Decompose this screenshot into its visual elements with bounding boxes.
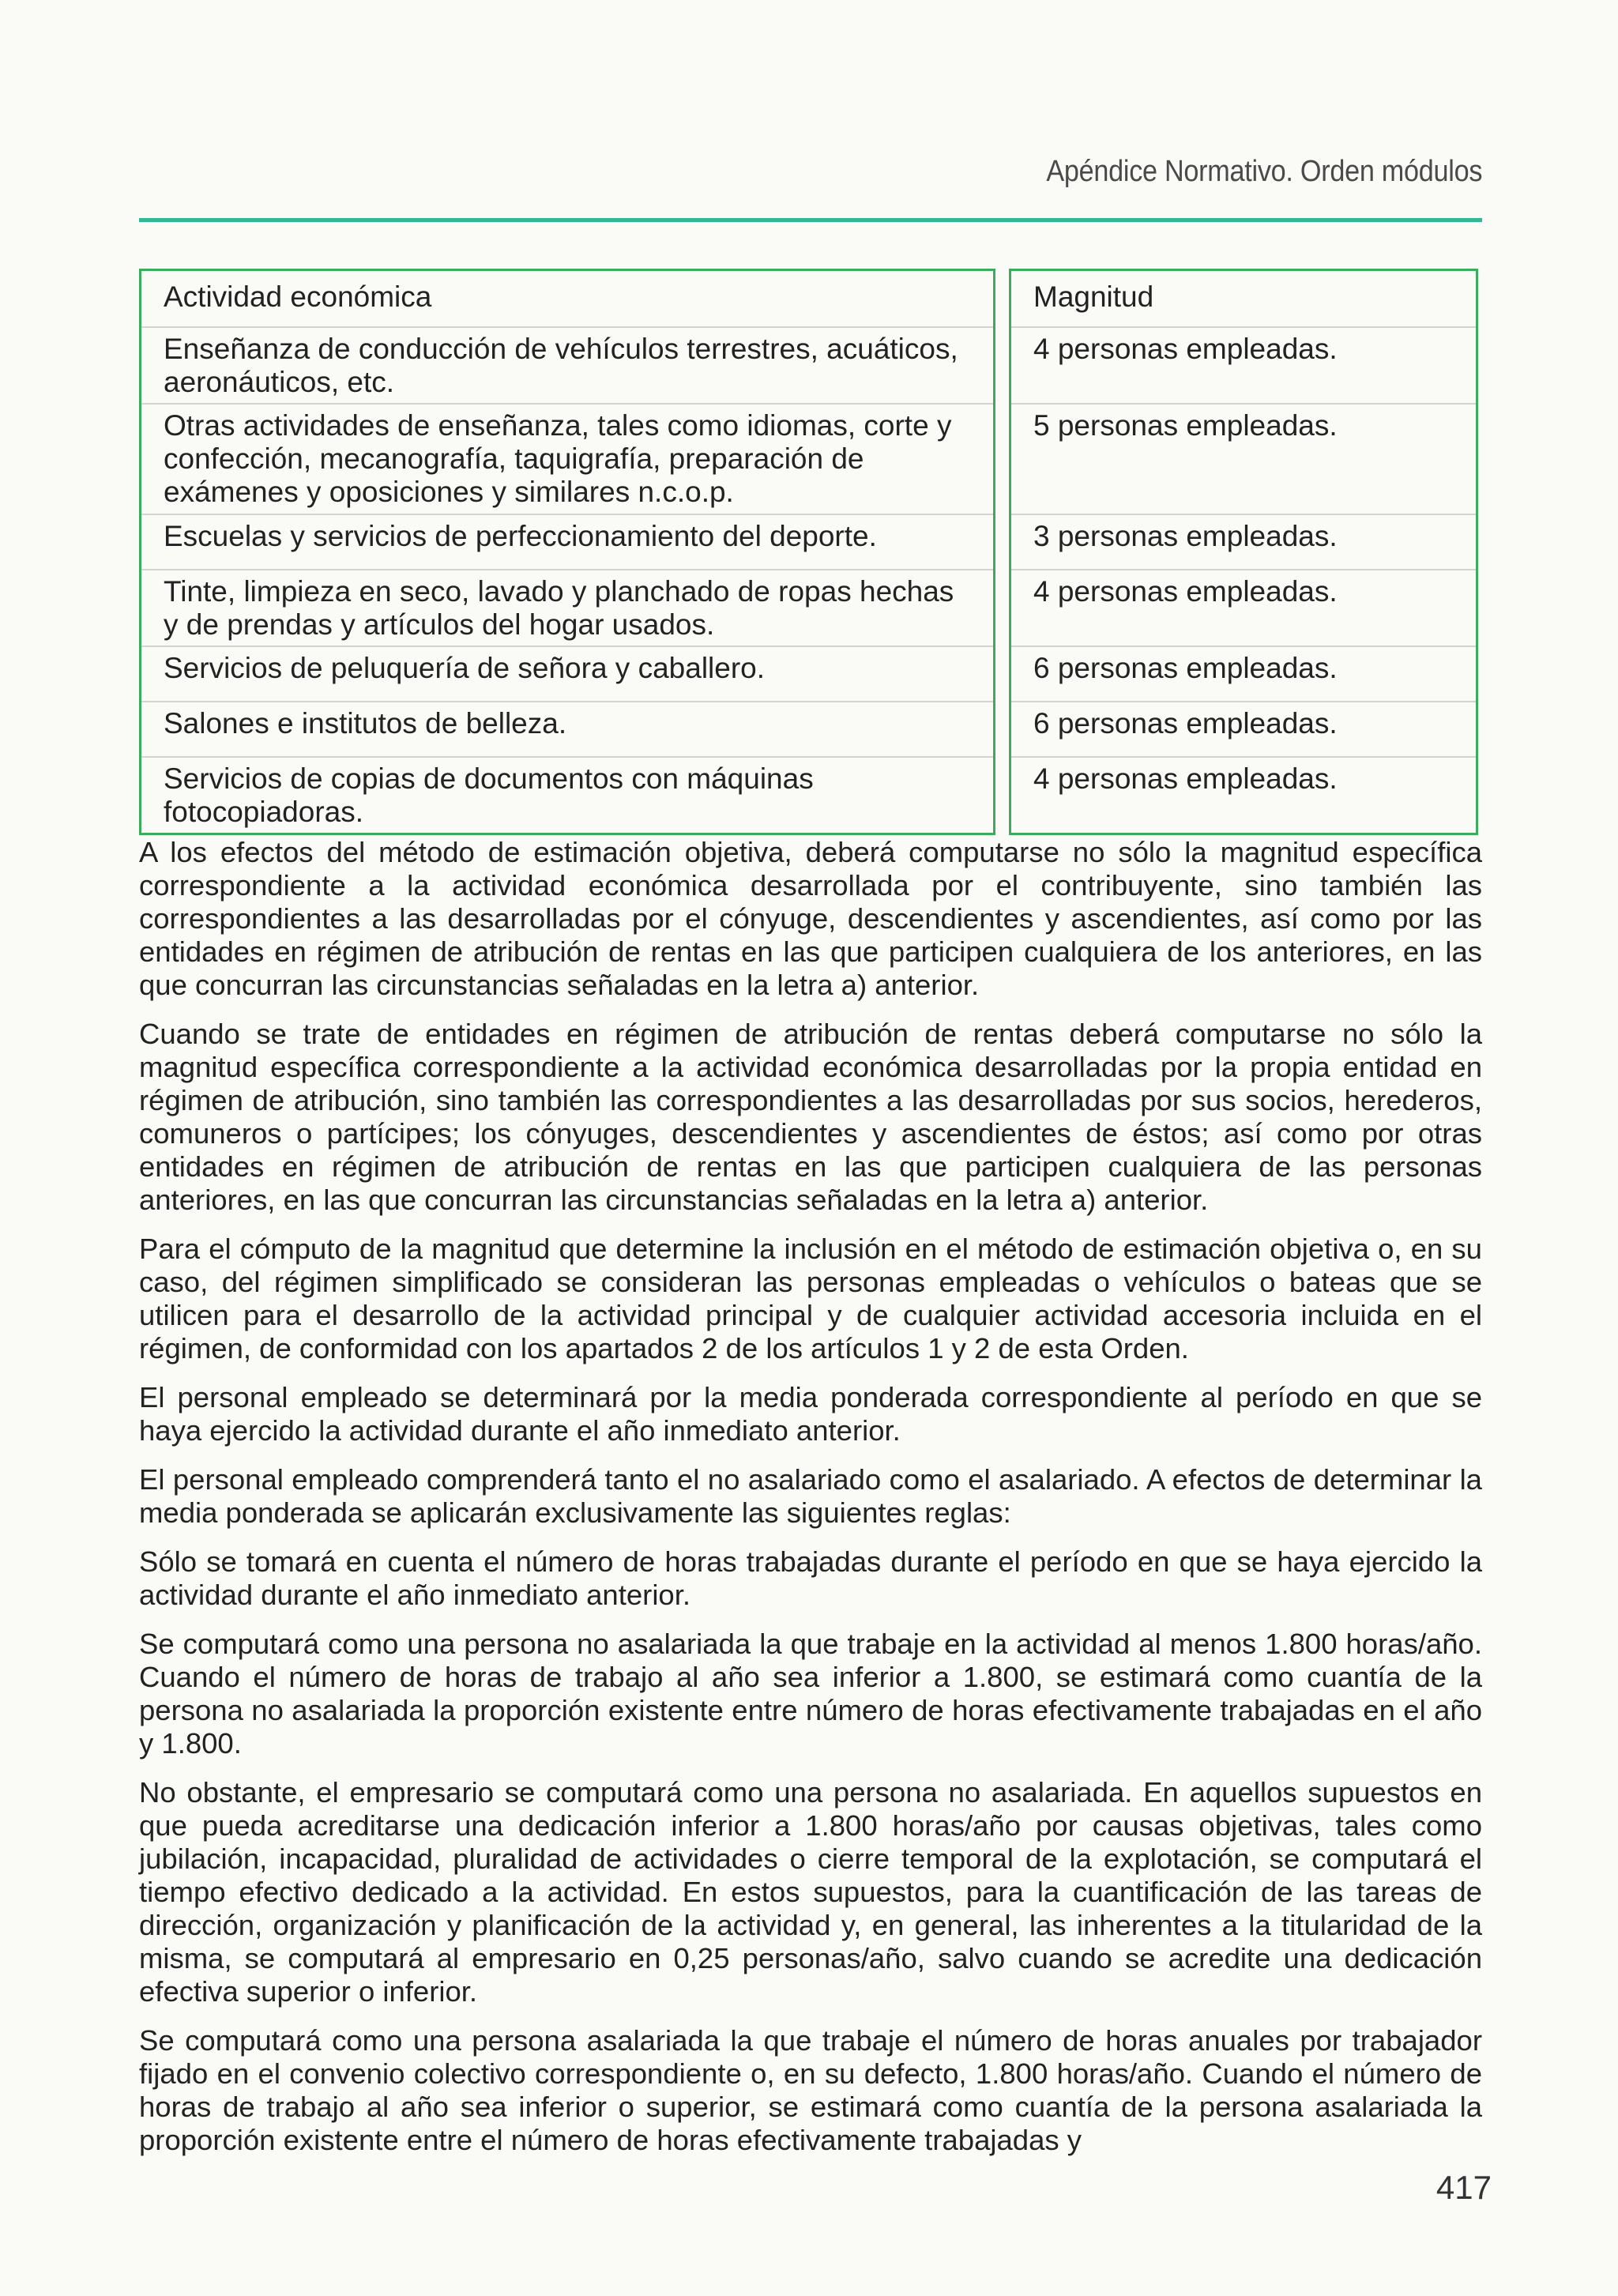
table-cell-magnitud: 4 personas empleadas. — [1011, 569, 1476, 646]
paragraph: Sólo se tomará en cuenta el número de horas trabajadas durante el período en que se haya ejercido la actividad durante el año inmediato anterior. — [139, 1545, 1482, 1611]
table-cell-actividad: Servicios de peluquería de señora y caballero. — [141, 646, 993, 701]
paragraph: No obstante, el empresario se computará como una persona no asalariada. En aquellos supuestos en que pueda acreditarse una dedicación inferior a 1.800 horas/año por causas objetivas, tales como jubilación, incapacidad, pluralidad de actividades o cierre temporal de la explotación, se computará el tiempo efectivo dedicado a la actividad. En estos supuestos, para la cuantificación de las tareas de dirección, organización y planificación de la actividad y, en general, las inherentes a la titularidad de la misma, se computará al empresario en 0,25 personas/año, salvo cuando se acredite una dedicación efectiva superior o inferior. — [139, 1776, 1482, 2008]
table-cell-magnitud: 3 personas empleadas. — [1011, 514, 1476, 569]
body-text — [139, 836, 1482, 2173]
table-cell-actividad: Tinte, limpieza en seco, lavado y planchado de ropas hechas y de prendas y artículos del hogar usados. — [141, 569, 993, 646]
page-number: 417 — [1436, 2169, 1492, 2206]
table-header-magnitud: Magnitud — [1033, 280, 1154, 313]
table-column-actividad — [139, 269, 995, 835]
table-cell-actividad: Otras actividades de enseñanza, tales como idiomas, corte y confección, mecanografía, taquigrafía, preparación de exámenes y oposiciones y similares n.c.o.p. — [141, 403, 993, 514]
table-cell-actividad: Servicios de copias de documentos con máquinas fotocopiadoras. — [141, 756, 993, 833]
table-cell-actividad: Escuelas y servicios de perfeccionamiento del deporte. — [141, 514, 993, 569]
table-column-magnitud — [1009, 269, 1478, 835]
table-cell-magnitud: 4 personas empleadas. — [1011, 756, 1476, 833]
table-cell-magnitud: 6 personas empleadas. — [1011, 701, 1476, 756]
paragraph: Cuando se trate de entidades en régimen de atribución de rentas deberá computarse no sólo la magnitud específica correspondiente a la actividad económica desarrolladas por la propia entidad en régimen de atribución, sino también las correspondientes a las desarrolladas por sus socios, herederos, comuneros o partícipes; los cónyuges, descendientes y ascendientes de éstos; así como por otras entidades en régimen de atribución de rentas en las que participen cualquiera de las personas anteriores, en las que concurran las circunstancias señaladas en la letra a) anterior. — [139, 1018, 1482, 1216]
table-cell-actividad: Enseñanza de conducción de vehículos terrestres, acuáticos, aeronáuticos, etc. — [141, 326, 993, 403]
paragraph: El personal empleado comprenderá tanto el no asalariado como el asalariado. A efectos de determinar la media ponderada se aplicarán exclusivamente las siguientes reglas: — [139, 1463, 1482, 1529]
table-cell-actividad: Salones e institutos de belleza. — [141, 701, 993, 756]
table-cell-magnitud: 6 personas empleadas. — [1011, 646, 1476, 701]
header-rule — [139, 218, 1482, 222]
paragraph: Se computará como una persona no asalariada la que trabaje en la actividad al menos 1.800 horas/año. Cuando el número de horas de trabajo al año sea inferior a 1.800, se estimará como cuantía de la persona no asalariada la proporción existente entre número de horas efectivamente trabajadas en el año y 1.800. — [139, 1628, 1482, 1760]
paragraph: El personal empleado se determinará por la media ponderada correspondiente al período en que se haya ejercido la actividad durante el año inmediato anterior. — [139, 1381, 1482, 1447]
table-header-actividad: Actividad económica — [164, 280, 432, 313]
paragraph: Para el cómputo de la magnitud que determine la inclusión en el método de estimación objetiva o, en su caso, del régimen simplificado se consideran las personas empleadas o vehículos o bateas que se utilicen para el desarrollo de la actividad principal y de cualquier actividad accesoria incluida en el régimen, de conformidad con los apartados 2 de los artículos 1 y 2 de esta Orden. — [139, 1233, 1482, 1364]
running-header: Apéndice Normativo. Orden módulos — [1046, 155, 1482, 188]
paragraph: A los efectos del método de estimación objetiva, deberá computarse no sólo la magnitud específica correspondiente a la actividad económica desarrollada por el contribuyente, sino también las correspondientes a las desarrolladas por el cónyuge, descendientes y ascendientes, así como por las entidades en régimen de atribución de rentas en las que participen cualquiera de los anteriores, en las que concurran las circunstancias señaladas en la letra a) anterior. — [139, 836, 1482, 1001]
table-cell-magnitud: 5 personas empleadas. — [1011, 403, 1476, 514]
table-cell-magnitud: 4 personas empleadas. — [1011, 326, 1476, 403]
paragraph: Se computará como una persona asalariada la que trabaje el número de horas anuales por trabajador fijado en el convenio colectivo correspondiente o, en su defecto, 1.800 horas/año. Cuando el número de horas de trabajo al año sea inferior o superior, se estimará como cuantía de la persona asalariada la proporción existente entre el número de horas efectivamente trabajadas y — [139, 2024, 1482, 2156]
